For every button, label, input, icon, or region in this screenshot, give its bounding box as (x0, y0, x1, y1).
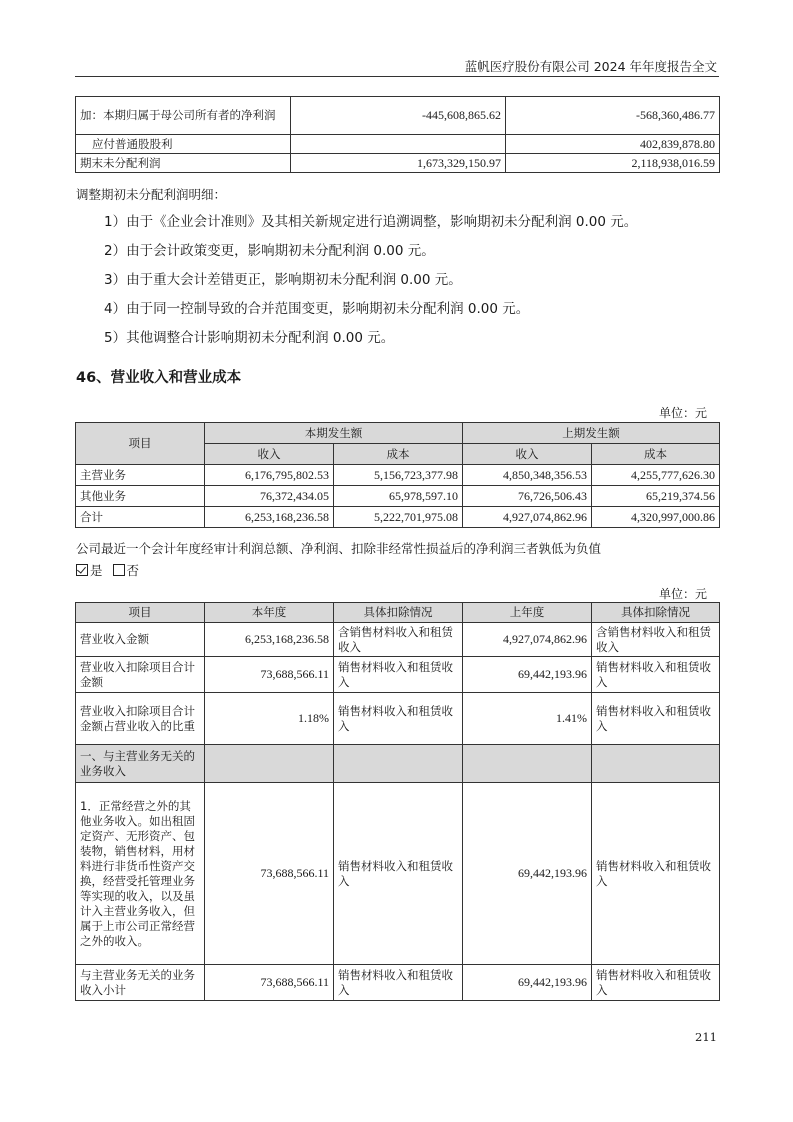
cell-detail (334, 745, 463, 783)
no-label: 否 (126, 563, 140, 578)
yes-no-options (76, 561, 139, 579)
cell-value: 6,253,168,236.58 (205, 507, 334, 528)
adjustment-item: 4）由于同一控制导致的合并范围变更，影响期初未分配利润 0.00 元。 (104, 301, 530, 317)
cell-value: 73,688,566.11 (205, 965, 334, 1001)
cell-detail: 销售材料收入和租赁收入 (334, 965, 463, 1001)
cell-value: 73,688,566.11 (205, 657, 334, 693)
table-row (76, 507, 720, 528)
adjustment-item: 2）由于会计政策变更，影响期初未分配利润 0.00 元。 (104, 243, 435, 259)
unit-label: 单位：元 (658, 406, 707, 420)
previous-value: -568,360,486.77 (506, 97, 720, 135)
negative-profit-question: 公司最近一个会计年度经审计利润总额、净利润、扣除非经常性损益后的净利润三者孰低为负值 (76, 541, 602, 556)
unit-label: 单位：元 (658, 587, 707, 601)
header-last-year: 上年度 (463, 603, 592, 623)
yes-checkbox[interactable] (76, 564, 88, 576)
table-row (76, 154, 720, 173)
no-checkbox[interactable] (113, 564, 125, 576)
adjustment-item: 5）其他调整合计影响期初未分配利润 0.00 元。 (104, 330, 395, 346)
cell-value: 76,372,434.05 (205, 486, 334, 507)
header-current-period: 本期发生额 (205, 423, 463, 444)
row-label: 一、与主营业务无关的业务收入 (76, 745, 205, 783)
row-label: 1．正常经营之外的其他业务收入。如出租固定资产、无形资产、包装物，销售材料，用材料进行非货币性资产交换，经营受托管理业务等实现的收入，以及虽计入主营业务收入，但属于上市公司正常经营之外的收入。 (76, 783, 205, 965)
cell-value: 4,320,997,000.86 (592, 507, 720, 528)
header-detail: 具体扣除情况 (592, 603, 720, 623)
table-row (76, 745, 720, 783)
row-label: 合计 (76, 507, 205, 528)
cell-value: 76,726,506.43 (463, 486, 592, 507)
header-revenue: 收入 (463, 444, 592, 465)
previous-value: 402,839,878.80 (506, 135, 720, 154)
cell-value: 4,927,074,862.96 (463, 623, 592, 657)
header-detail: 具体扣除情况 (334, 603, 463, 623)
row-label: 营业收入扣除项目合计金额 (76, 657, 205, 693)
cell-value: 4,255,777,626.30 (592, 465, 720, 486)
current-value: 1,673,329,150.97 (291, 154, 506, 173)
header-previous-period: 上期发生额 (463, 423, 720, 444)
previous-value: 2,118,938,016.59 (506, 154, 720, 173)
table-row (76, 465, 720, 486)
cell-detail: 销售材料收入和租赁收入 (592, 693, 720, 745)
cell-detail: 销售材料收入和租赁收入 (334, 783, 463, 965)
cell-value: 65,978,597.10 (334, 486, 463, 507)
table-row (76, 783, 720, 965)
current-value (291, 135, 506, 154)
header-item: 项目 (76, 603, 205, 623)
row-label: 期末未分配利润 (76, 154, 291, 173)
yes-label: 是 (90, 563, 103, 578)
table-header-row (76, 423, 720, 444)
adjustment-heading: 调整期初未分配利润明细： (76, 187, 227, 202)
cell-value (463, 745, 592, 783)
cell-detail: 销售材料收入和租赁收入 (592, 783, 720, 965)
table-row (76, 135, 720, 154)
current-value: -445,608,865.62 (291, 97, 506, 135)
revenue-cost-table (75, 422, 720, 528)
cell-value: 6,253,168,236.58 (205, 623, 334, 657)
cell-value: 5,222,701,975.08 (334, 507, 463, 528)
header-item: 项目 (76, 423, 205, 465)
table-row (76, 965, 720, 1001)
header-this-year: 本年度 (205, 603, 334, 623)
cell-value: 5,156,723,377.98 (334, 465, 463, 486)
revenue-deduction-table (75, 602, 720, 1001)
cell-value: 4,927,074,862.96 (463, 507, 592, 528)
cell-detail: 销售材料收入和租赁收入 (334, 657, 463, 693)
table-row (76, 657, 720, 693)
report-header-title: 蓝帆医疗股份有限公司 2024 年年度报告全文 (464, 59, 717, 74)
cell-detail: 销售材料收入和租赁收入 (334, 693, 463, 745)
cell-detail: 含销售材料收入和租赁收入 (334, 623, 463, 657)
cell-value: 69,442,193.96 (463, 783, 592, 965)
retained-earnings-table (75, 96, 720, 173)
table-row (76, 693, 720, 745)
cell-value: 1.18% (205, 693, 334, 745)
cell-detail: 销售材料收入和租赁收入 (592, 657, 720, 693)
cell-value: 1.41% (463, 693, 592, 745)
page-number: 211 (695, 1030, 717, 1044)
row-label: 应付普通股股利 (76, 135, 291, 154)
table-header-row (76, 603, 720, 623)
cell-detail (592, 745, 720, 783)
cell-value: 69,442,193.96 (463, 657, 592, 693)
cell-detail: 销售材料收入和租赁收入 (592, 965, 720, 1001)
section-title: 46、营业收入和营业成本 (76, 370, 242, 386)
table-row (76, 97, 720, 135)
cell-value: 73,688,566.11 (205, 783, 334, 965)
cell-detail: 含销售材料收入和租赁收入 (592, 623, 720, 657)
row-label: 加：本期归属于母公司所有者的净利润 (76, 97, 291, 135)
table-row (76, 623, 720, 657)
cell-value: 69,442,193.96 (463, 965, 592, 1001)
row-label: 营业收入扣除项目合计金额占营业收入的比重 (76, 693, 205, 745)
header-divider (75, 76, 719, 77)
cell-value (205, 745, 334, 783)
header-cost: 成本 (592, 444, 720, 465)
header-revenue: 收入 (205, 444, 334, 465)
cell-value: 6,176,795,802.53 (205, 465, 334, 486)
row-label: 与主营业务无关的业务收入小计 (76, 965, 205, 1001)
row-label: 营业收入金额 (76, 623, 205, 657)
adjustment-item: 3）由于重大会计差错更正，影响期初未分配利润 0.00 元。 (104, 272, 462, 288)
adjustment-item: 1）由于《企业会计准则》及其相关新规定进行追溯调整，影响期初未分配利润 0.00 元。 (104, 214, 638, 230)
cell-value: 4,850,348,356.53 (463, 465, 592, 486)
header-cost: 成本 (334, 444, 463, 465)
cell-value: 65,219,374.56 (592, 486, 720, 507)
row-label: 主营业务 (76, 465, 205, 486)
row-label: 其他业务 (76, 486, 205, 507)
table-row (76, 486, 720, 507)
